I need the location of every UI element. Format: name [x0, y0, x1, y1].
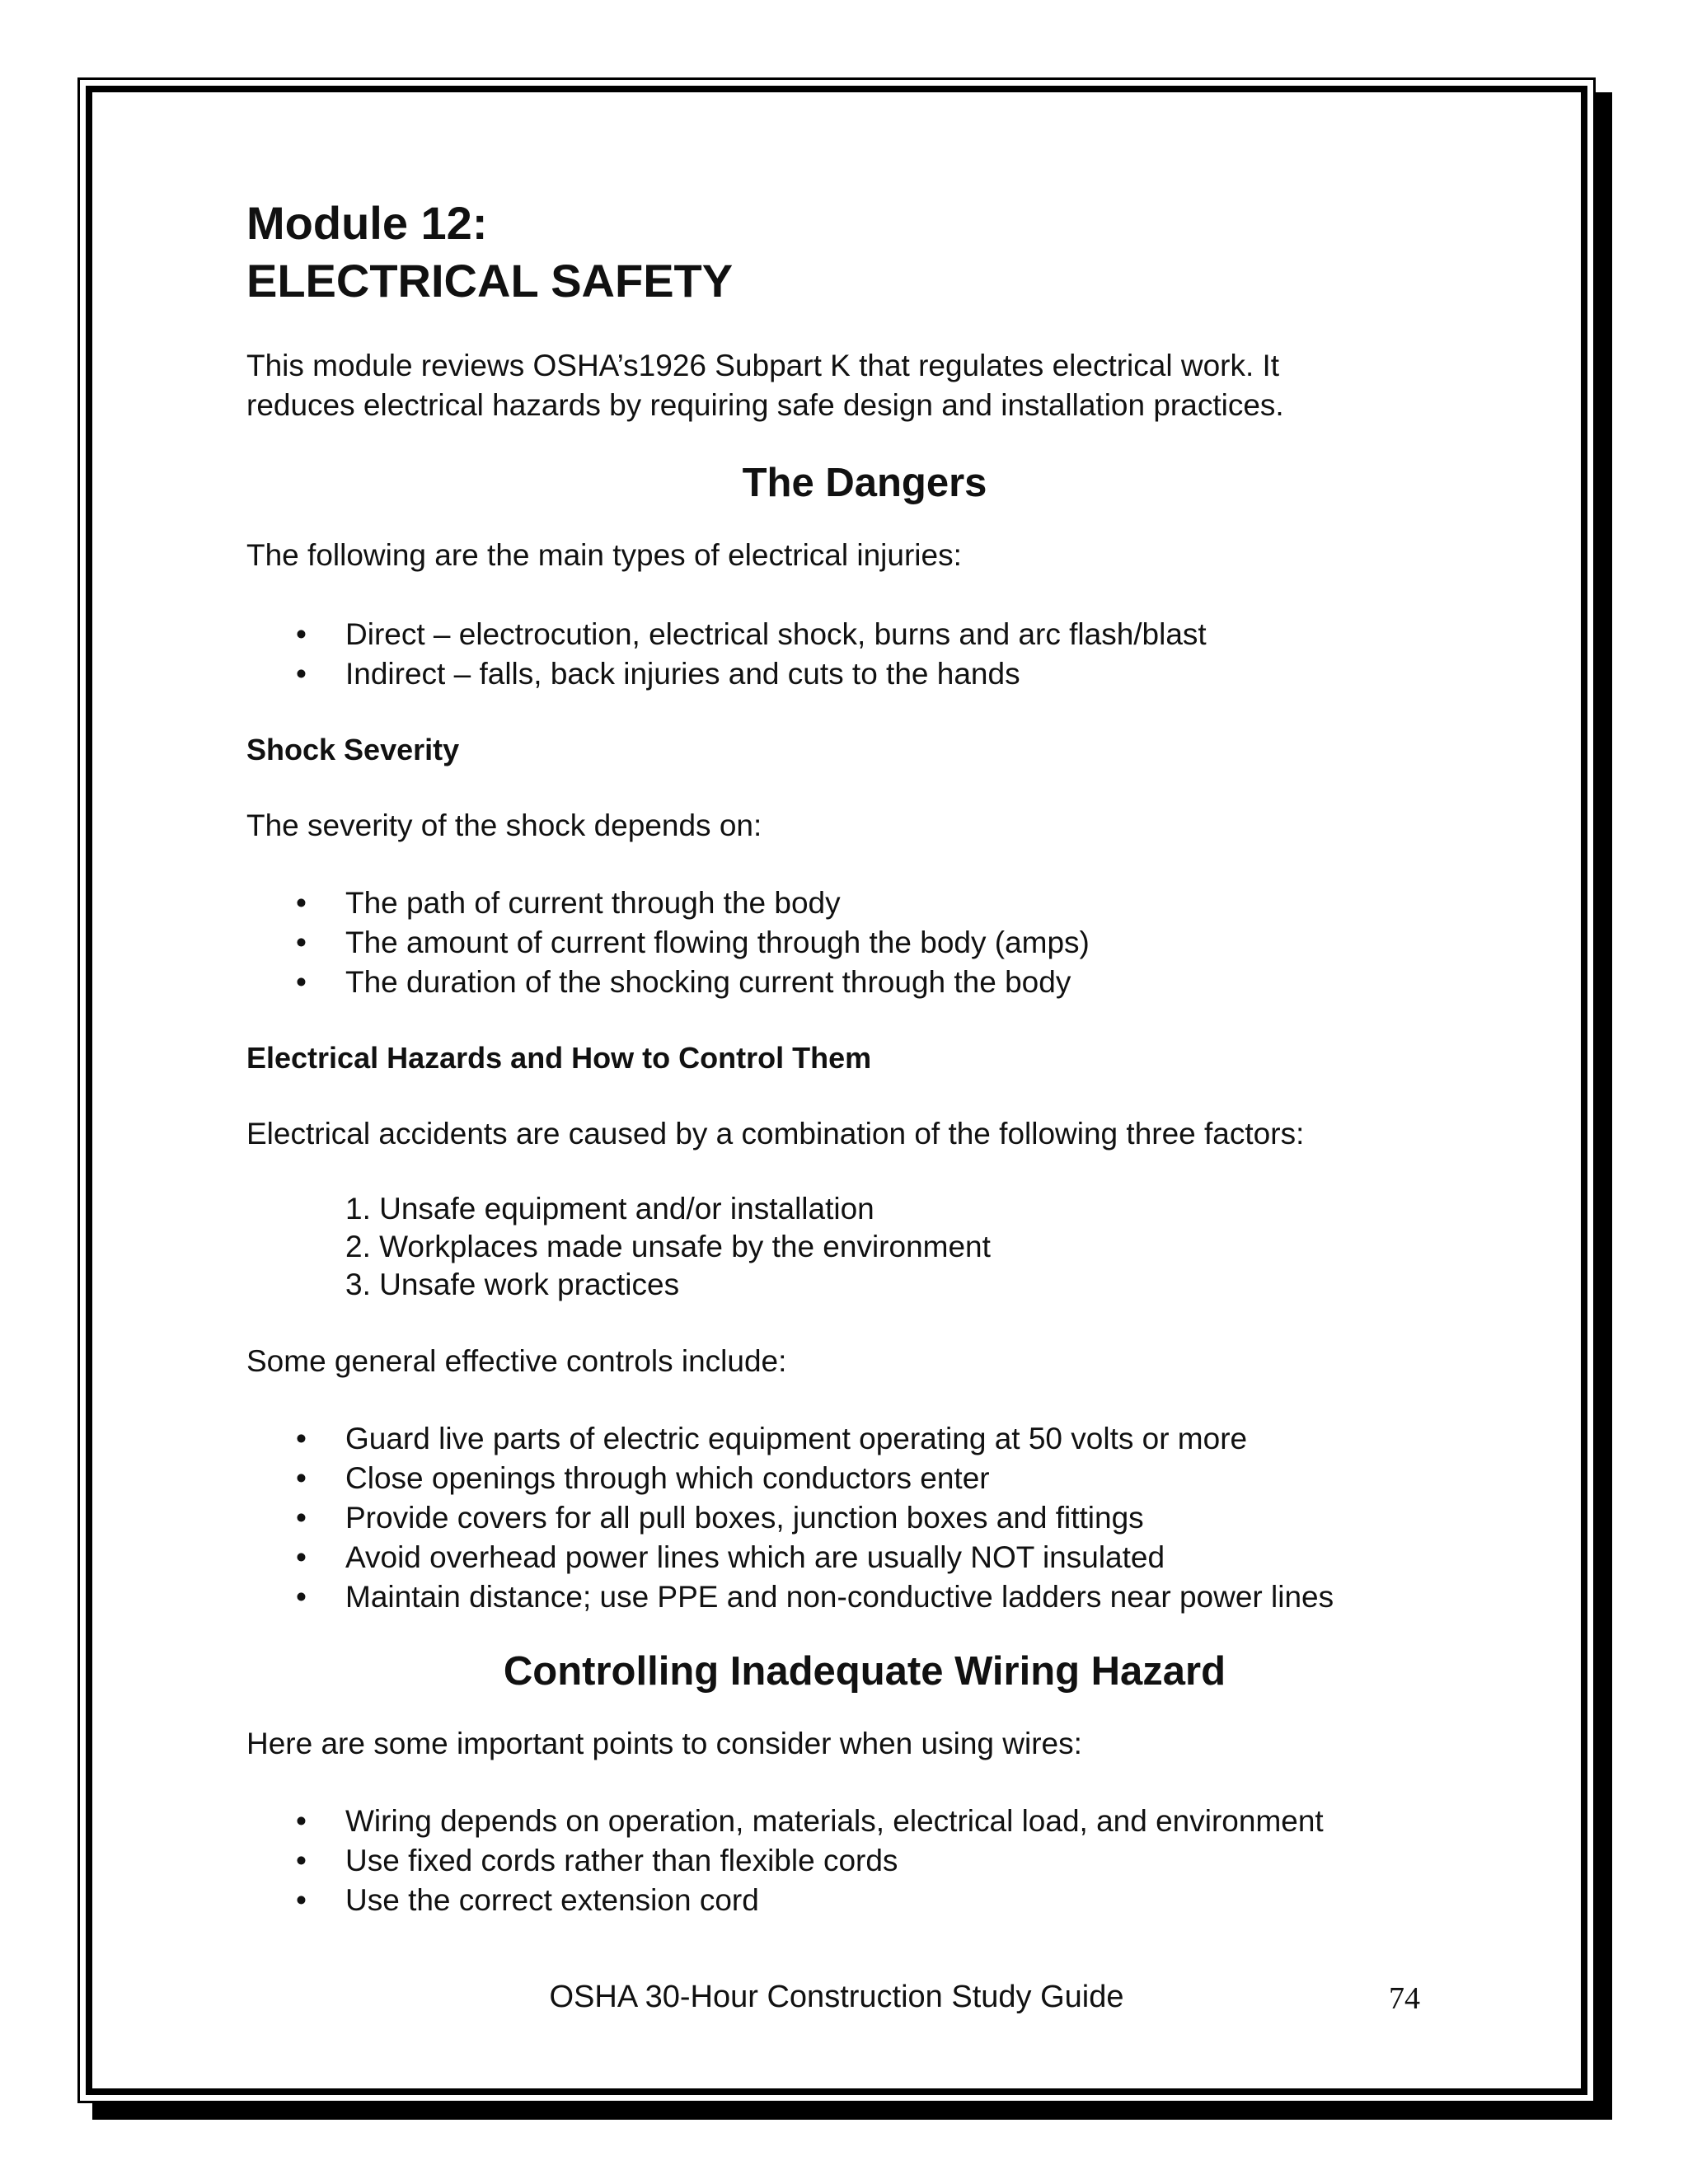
- list-item: [246, 1881, 1483, 1920]
- intro-line-2: reduces electrical hazards by requiring safe design and installation practices.: [246, 388, 1284, 422]
- bullet-icon: •: [296, 965, 307, 999]
- list-item-text: Provide covers for all pull boxes, junction boxes and fittings: [345, 1501, 1144, 1535]
- module-title-text: ELECTRICAL SAFETY: [246, 255, 734, 307]
- dangers-lead: The following are the main types of electrical injuries:: [246, 538, 962, 572]
- bullet-icon: •: [296, 617, 307, 651]
- bullet-icon: •: [296, 1804, 307, 1838]
- list-item-text: The path of current through the body: [345, 886, 841, 920]
- bullet-icon: •: [296, 926, 307, 959]
- bullet-icon: •: [296, 1540, 307, 1574]
- list-item-text: Guard live parts of electric equipment operating at 50 volts or more: [345, 1422, 1248, 1455]
- list-item-text: The duration of the shocking current through the body: [345, 965, 1071, 999]
- list-item: [246, 1419, 1483, 1459]
- bullet-icon: •: [296, 1883, 307, 1917]
- shock-severity-heading: Shock Severity: [246, 733, 460, 766]
- bullet-icon: •: [296, 1501, 307, 1535]
- list-item: [246, 883, 1483, 923]
- dangers-heading: The Dangers: [742, 461, 987, 505]
- bullet-icon: •: [296, 886, 307, 920]
- footer-guide-title: OSHA 30-Hour Construction Study Guide: [549, 1980, 1124, 2014]
- list-item: [246, 1538, 1483, 1577]
- list-item-text: Use fixed cords rather than flexible cords: [345, 1844, 898, 1877]
- intro-line-1: This module reviews OSHA’s1926 Subpart K that regulates electrical work. It: [246, 349, 1280, 382]
- electrical-hazards-heading: Electrical Hazards and How to Control Them: [246, 1041, 872, 1075]
- list-item: 1. Unsafe equipment and/or installation: [345, 1192, 874, 1226]
- page-content: [246, 194, 1483, 1920]
- list-item-text: Close openings through which conductors enter: [345, 1461, 990, 1495]
- bullet-icon: •: [296, 1580, 307, 1614]
- bullet-icon: •: [296, 657, 307, 691]
- module-title: [246, 194, 1483, 310]
- list-item-text: Avoid overhead power lines which are usually NOT insulated: [345, 1540, 1165, 1574]
- list-item: [246, 963, 1483, 1002]
- list-item: [246, 1841, 1483, 1881]
- bullet-icon: •: [296, 1461, 307, 1495]
- intro-paragraph: [246, 346, 1483, 425]
- wiring-lead: Here are some important points to consider when using wires:: [246, 1727, 1082, 1760]
- controls-list: [246, 1419, 1483, 1617]
- list-item: [246, 615, 1483, 654]
- wiring-list: [246, 1802, 1483, 1920]
- bullet-icon: •: [296, 1844, 307, 1877]
- list-item-text: Direct – electrocution, electrical shock, burns and arc flash/blast: [345, 617, 1207, 651]
- module-number-label: Module 12:: [246, 197, 488, 249]
- shock-list: [246, 883, 1483, 1002]
- hazards-lead: Electrical accidents are caused by a combination of the following three factors:: [246, 1117, 1305, 1151]
- dangers-list: [246, 615, 1483, 694]
- list-item: 2. Workplaces made unsafe by the environment: [345, 1230, 991, 1263]
- list-item-text: Indirect – falls, back injuries and cuts to the hands: [345, 657, 1020, 691]
- list-item: [246, 923, 1483, 963]
- list-item: [246, 1577, 1483, 1617]
- bullet-icon: •: [296, 1422, 307, 1455]
- list-item-text: Use the correct extension cord: [345, 1883, 759, 1917]
- list-item: [246, 1498, 1483, 1538]
- list-item: [246, 1802, 1483, 1841]
- list-item: [246, 654, 1483, 694]
- wiring-heading: Controlling Inadequate Wiring Hazard: [503, 1649, 1226, 1694]
- list-item: 3. Unsafe work practices: [345, 1268, 680, 1301]
- page-number: 74: [1389, 1981, 1420, 2016]
- list-item-text: Maintain distance; use PPE and non-conductive ladders near power lines: [345, 1580, 1334, 1614]
- controls-lead: Some general effective controls include:: [246, 1344, 787, 1378]
- list-item-text: Wiring depends on operation, materials, electrical load, and environment: [345, 1804, 1324, 1838]
- list-item: [246, 1459, 1483, 1498]
- list-item-text: The amount of current flowing through the body (amps): [345, 926, 1090, 959]
- shock-lead: The severity of the shock depends on:: [246, 808, 762, 842]
- factors-list: [246, 1190, 1483, 1304]
